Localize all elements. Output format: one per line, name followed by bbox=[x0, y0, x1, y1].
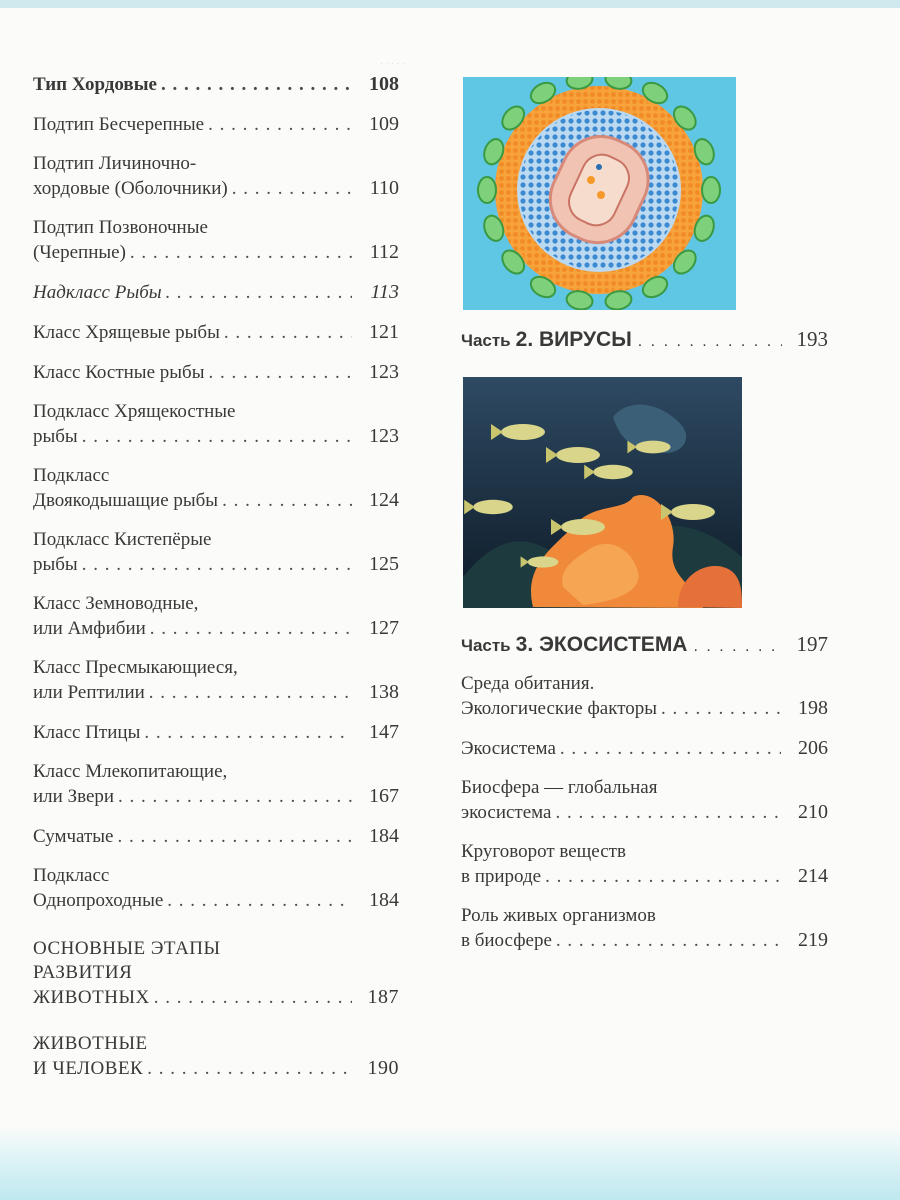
toc-entry-title-line: в биосфере bbox=[461, 930, 552, 951]
coral-reef-photo bbox=[463, 377, 742, 608]
toc-entry-title-line: Подкласс Хрящекостные bbox=[33, 401, 236, 422]
dot-leader bbox=[117, 825, 352, 849]
dot-leader bbox=[545, 865, 781, 889]
dot-leader bbox=[82, 425, 352, 449]
toc-entry-title-line: Класс Костные рыбы bbox=[33, 362, 205, 383]
toc-entry-title-line: И ЧЕЛОВЕК bbox=[33, 1058, 144, 1079]
toc-entry-title-line: Класс Земноводные, bbox=[33, 593, 199, 614]
toc-entry[interactable] bbox=[33, 720, 399, 745]
dot-leader bbox=[208, 113, 352, 137]
dot-leader bbox=[166, 281, 352, 305]
virus-spike-knob bbox=[702, 177, 720, 203]
toc-entry-title-line: ЖИВОТНЫХ bbox=[33, 987, 150, 1008]
page-number: 138 bbox=[369, 681, 399, 703]
bleed-through-text: · · · · · bbox=[380, 58, 405, 68]
page-number: 108 bbox=[369, 73, 399, 95]
page-number: 113 bbox=[370, 281, 399, 303]
toc-entry-title-line: Подтип Личиночно- bbox=[33, 153, 197, 174]
coral-reef-drawing bbox=[463, 377, 742, 608]
toc-entry-title-line: Подкласс Кистепёрые bbox=[33, 529, 212, 550]
toc-entry-title-line: рыбы bbox=[33, 426, 78, 447]
toc-entry-title-line: Класс Млекопитающие, bbox=[33, 761, 228, 782]
toc-entry[interactable] bbox=[33, 152, 399, 201]
fish-body bbox=[473, 500, 513, 514]
toc-entry[interactable] bbox=[33, 760, 399, 809]
page-number: 219 bbox=[798, 929, 828, 951]
dot-leader bbox=[224, 321, 352, 345]
toc-entry-title-line: Экосистема bbox=[461, 738, 556, 759]
virus-diagram bbox=[463, 77, 736, 310]
part-title: 2. ВИРУСЫ bbox=[515, 328, 632, 351]
toc-entry[interactable] bbox=[33, 400, 399, 449]
page-number: 109 bbox=[369, 113, 399, 135]
toc-entry-title-line: Класс Хрящевые рыбы bbox=[33, 322, 220, 343]
fish-body bbox=[635, 441, 670, 454]
page-number: 210 bbox=[798, 801, 828, 823]
toc-entry-title-line: Среда обитания. bbox=[461, 673, 595, 694]
dot-leader bbox=[208, 361, 352, 385]
toc-entry[interactable] bbox=[33, 112, 399, 137]
toc-entry-title-line: Круговорот веществ bbox=[461, 841, 626, 862]
page-number: 123 bbox=[369, 361, 399, 383]
toc-entry-title-line: ЖИВОТНЫЕ bbox=[33, 1033, 148, 1054]
toc-entry-title-line: Подкласс bbox=[33, 465, 110, 486]
toc-entry-title-line: Класс Птицы bbox=[33, 722, 141, 743]
toc-entry-title-line: РАЗВИТИЯ bbox=[33, 962, 133, 983]
page-number: 214 bbox=[798, 865, 828, 887]
dot-leader bbox=[149, 681, 352, 705]
dot-leader bbox=[150, 617, 352, 641]
toc-entry[interactable] bbox=[461, 776, 828, 825]
toc-entry-title-line: Надкласс Рыбы bbox=[33, 282, 162, 303]
dot-leader bbox=[130, 241, 352, 265]
virus-spike-knob bbox=[478, 177, 496, 203]
toc-entry-title-line: Двоякодышащие рыбы bbox=[33, 490, 219, 511]
dot-leader bbox=[232, 177, 352, 201]
dot-leader bbox=[144, 721, 352, 745]
part-prefix: Часть bbox=[461, 636, 511, 655]
page-number: 125 bbox=[369, 553, 399, 575]
toc-entry[interactable] bbox=[461, 736, 828, 761]
toc-entry-title-line: хордовые (Оболочники) bbox=[33, 178, 228, 199]
toc-entry-title-line: рыбы bbox=[33, 554, 78, 575]
page-number: 184 bbox=[369, 889, 399, 911]
fish-body bbox=[561, 519, 605, 535]
part-title: 3. ЭКОСИСТЕМА bbox=[515, 633, 688, 656]
dot-leader bbox=[167, 889, 352, 913]
bottom-edge-band bbox=[0, 1125, 900, 1200]
dot-leader bbox=[638, 333, 782, 351]
dot-leader bbox=[147, 1057, 352, 1081]
dot-leader bbox=[118, 785, 352, 809]
toc-entry-title-line: Подкласс bbox=[33, 865, 110, 886]
toc-entry[interactable] bbox=[33, 937, 399, 1010]
toc-entry-title-line: Биосфера — глобальная bbox=[461, 777, 658, 798]
toc-right-column bbox=[461, 672, 828, 968]
page-number: 127 bbox=[369, 617, 399, 639]
page-number: 147 bbox=[369, 721, 399, 743]
toc-entry[interactable] bbox=[461, 904, 828, 953]
part-prefix: Часть bbox=[461, 331, 511, 350]
toc-entry-title-line: Сумчатые bbox=[33, 826, 114, 847]
virus-illustration bbox=[463, 77, 736, 310]
toc-entry[interactable] bbox=[33, 464, 399, 513]
page-number: 121 bbox=[369, 321, 399, 343]
toc-entry[interactable] bbox=[33, 1032, 399, 1081]
page-number: 198 bbox=[798, 697, 828, 719]
dot-leader bbox=[693, 638, 782, 656]
fish-body bbox=[501, 424, 545, 440]
toc-part-heading bbox=[461, 327, 828, 352]
toc-entry-title-line: ОСНОВНЫЕ ЭТАПЫ bbox=[33, 938, 221, 959]
toc-entry[interactable] bbox=[33, 592, 399, 641]
page-number: 123 bbox=[369, 425, 399, 447]
toc-entry-title-line: (Черепные) bbox=[33, 242, 126, 263]
toc-entry[interactable] bbox=[33, 320, 399, 345]
page-number: 184 bbox=[369, 825, 399, 847]
page-number: 187 bbox=[367, 986, 399, 1008]
toc-entry[interactable] bbox=[461, 840, 828, 889]
toc-part-heading bbox=[461, 632, 828, 657]
top-edge-band bbox=[0, 0, 900, 8]
fish-body bbox=[556, 447, 600, 463]
toc-entry-title-line: или Рептилии bbox=[33, 682, 145, 703]
toc-entry-title-line: Класс Пресмыкающиеся, bbox=[33, 657, 238, 678]
fish-body bbox=[671, 504, 715, 520]
page-number: 190 bbox=[367, 1057, 399, 1079]
page-number: 206 bbox=[798, 737, 828, 759]
toc-entry-title-line: Экологические факторы bbox=[461, 698, 658, 719]
toc-entry[interactable] bbox=[33, 216, 399, 265]
dot-leader bbox=[661, 697, 781, 721]
toc-entry[interactable] bbox=[33, 528, 399, 577]
toc-entry[interactable] bbox=[33, 72, 399, 97]
toc-entry-title-line: в природе bbox=[461, 866, 542, 887]
page-number: 197 bbox=[796, 632, 828, 656]
dot-leader bbox=[82, 553, 352, 577]
toc-entry[interactable] bbox=[33, 280, 399, 305]
dot-leader bbox=[556, 801, 782, 825]
toc-left-column bbox=[33, 72, 399, 1096]
toc-entry[interactable] bbox=[33, 824, 399, 849]
toc-entry[interactable] bbox=[33, 656, 399, 705]
dot-leader bbox=[556, 929, 781, 953]
toc-entry[interactable] bbox=[33, 360, 399, 385]
page-number: 193 bbox=[796, 327, 828, 351]
toc-entry[interactable] bbox=[33, 864, 399, 913]
dot-leader bbox=[560, 737, 781, 761]
toc-entry-title-line: Подтип Позвоночные bbox=[33, 217, 208, 238]
toc-entry-title-line: Подтип Бесчерепные bbox=[33, 114, 205, 135]
dot-leader bbox=[161, 73, 352, 97]
toc-entry-title-line: или Амфибии bbox=[33, 618, 146, 639]
toc-entry-title-line: Тип Хордовые bbox=[33, 74, 157, 95]
toc-entry-title-line: или Звери bbox=[33, 786, 115, 807]
page-number: 124 bbox=[369, 489, 399, 511]
page-number: 112 bbox=[369, 241, 399, 263]
dot-leader bbox=[222, 489, 352, 513]
fish-body bbox=[528, 556, 559, 567]
dot-leader bbox=[154, 986, 352, 1010]
fish-body bbox=[593, 465, 633, 479]
page-number: 167 bbox=[369, 785, 399, 807]
toc-entry[interactable] bbox=[461, 672, 828, 721]
toc-entry-title-line: Однопроходные bbox=[33, 890, 164, 911]
toc-entry-title-line: Роль живых организмов bbox=[461, 905, 656, 926]
toc-entry-title-line: экосистема bbox=[461, 802, 552, 823]
page-number: 110 bbox=[369, 177, 399, 199]
